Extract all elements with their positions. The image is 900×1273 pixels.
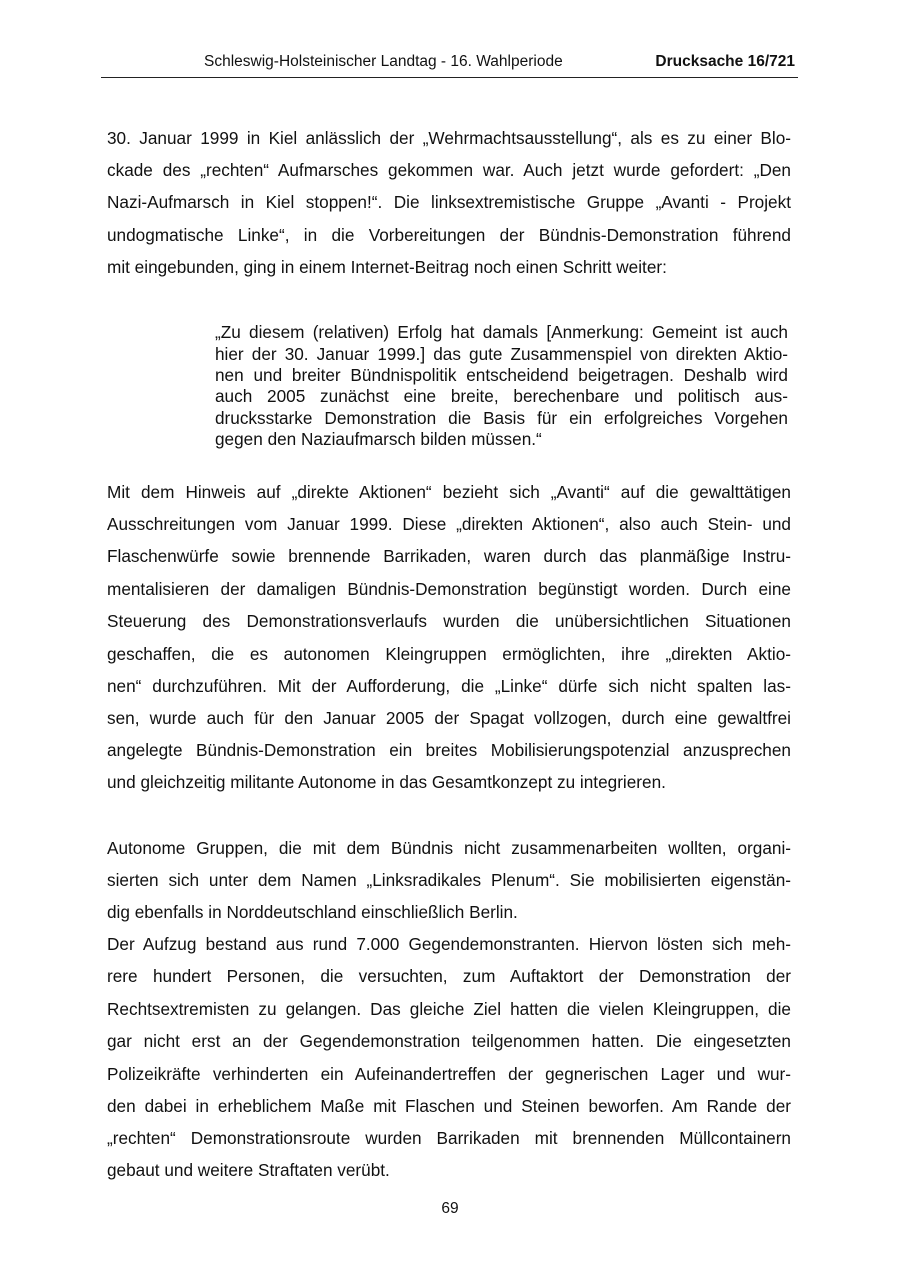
quote-line: hier der 30. Januar 1999.] das gute Zusammenspiel von direkten Aktio- [215, 344, 788, 364]
header-title: Schleswig-Holsteinischer Landtag - 16. Wahlperiode [204, 53, 563, 70]
header-divider [101, 77, 798, 78]
quote-line: „Zu diesem (relativen) Erfolg hat damals [Anmerkung: Gemeint ist auch [215, 322, 788, 342]
text-line: undogmatische Linke“, in die Vorbereitungen der Bündnis-Demonstration führend [107, 225, 791, 245]
text-line: sen, wurde auch für den Januar 2005 der Spagat vollzogen, durch eine gewaltfrei [107, 708, 791, 728]
text-line: rere hundert Personen, die versuchten, zum Auftaktort der Demonstration der [107, 966, 791, 986]
text-line: mentalisieren der damaligen Bündnis-Demonstration begünstigt worden. Durch eine [107, 579, 791, 599]
quote-line: gegen den Naziaufmarsch bilden müssen.“ [215, 429, 542, 449]
text-line: sierten sich unter dem Namen „Linksradikales Plenum“. Sie mobilisierten eigenstän- [107, 870, 791, 890]
document-reference: Drucksache 16/721 [655, 53, 795, 70]
quote-line: nen und breiter Bündnispolitik entscheidend beigetragen. Deshalb wird [215, 365, 788, 385]
text-line: Ausschreitungen vom Januar 1999. Diese „direkten Aktionen“, also auch Stein- und [107, 514, 791, 534]
text-line: ckade des „rechten“ Aufmarsches gekommen war. Auch jetzt wurde gefordert: „Den [107, 160, 791, 180]
text-line: gar nicht erst an der Gegendemonstration teilgenommen hatten. Die eingesetzten [107, 1031, 791, 1051]
quote-line: drucksstarke Demonstration die Basis für ein erfolgreiches Vorgehen [215, 408, 788, 428]
text-line: mit eingebunden, ging in einem Internet-Beitrag noch einen Schritt weiter: [107, 257, 667, 277]
page-number: 69 [441, 1200, 459, 1217]
text-line: Rechtsextremisten zu gelangen. Das gleiche Ziel hatten die vielen Kleingruppen, die [107, 999, 791, 1019]
text-line: nen“ durchzuführen. Mit der Aufforderung, die „Linke“ dürfe sich nicht spalten las- [107, 676, 791, 696]
quote-line: auch 2005 zunächst eine breite, berechenbare und politisch aus- [215, 386, 788, 406]
text-line: Steuerung des Demonstrationsverlaufs wurden die unübersichtlichen Situationen [107, 611, 791, 631]
text-line: Mit dem Hinweis auf „direkte Aktionen“ bezieht sich „Avanti“ auf die gewalttätigen [107, 482, 791, 502]
text-line: angelegte Bündnis-Demonstration ein breites Mobilisierungspotenzial anzusprechen [107, 740, 791, 760]
text-line: Polizeikräfte verhinderten ein Aufeinandertreffen der gegnerischen Lager und wur- [107, 1064, 791, 1084]
text-line: Autonome Gruppen, die mit dem Bündnis nicht zusammenarbeiten wollten, organi- [107, 838, 791, 858]
text-line: und gleichzeitig militante Autonome in das Gesamtkonzept zu integrieren. [107, 772, 666, 792]
text-line: Flaschenwürfe sowie brennende Barrikaden, waren durch das planmäßige Instru- [107, 546, 791, 566]
text-line: Nazi-Aufmarsch in Kiel stoppen!“. Die linksextremistische Gruppe „Avanti - Projekt [107, 192, 791, 212]
text-line: gebaut und weitere Straftaten verübt. [107, 1160, 390, 1180]
text-line: Der Aufzug bestand aus rund 7.000 Gegendemonstranten. Hiervon lösten sich meh- [107, 934, 791, 954]
text-line: geschaffen, die es autonomen Kleingruppen ermöglichten, ihre „direkten Aktio- [107, 644, 791, 664]
text-line: dig ebenfalls in Norddeutschland einschließlich Berlin. [107, 902, 518, 922]
text-line: den dabei in erheblichem Maße mit Flaschen und Steinen beworfen. Am Rande der [107, 1096, 791, 1116]
text-line: 30. Januar 1999 in Kiel anlässlich der „Wehrmachtsausstellung“, als es zu einer Blo- [107, 128, 791, 148]
text-line: „rechten“ Demonstrationsroute wurden Barrikaden mit brennenden Müllcontainern [107, 1128, 791, 1148]
